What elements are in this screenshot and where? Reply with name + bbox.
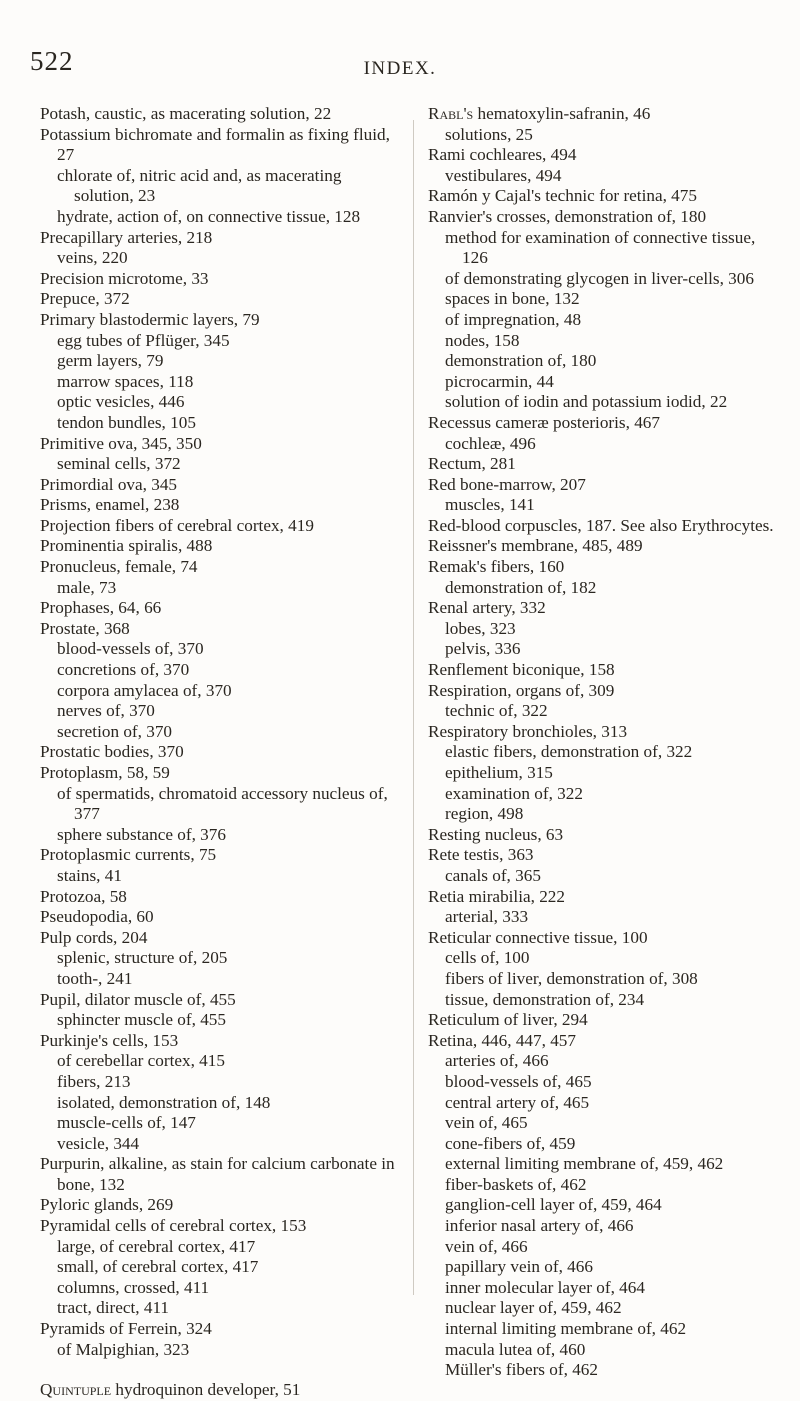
entry-text: male, 73 [57, 577, 117, 597]
entry-text: nodes, 158 [445, 330, 520, 350]
index-entry [428, 598, 776, 619]
entry-text: marrow spaces, 118 [57, 371, 194, 391]
index-subentry [428, 228, 776, 269]
index-entry [40, 1319, 395, 1340]
index-entry [428, 207, 776, 228]
entry-text: muscles, 141 [445, 495, 535, 515]
entry-text: egg tubes of Pflüger, 345 [57, 330, 230, 350]
index-subentry [40, 639, 395, 660]
index-entry [40, 742, 395, 763]
index-entry [428, 887, 776, 908]
entry-text: Reticulum of liver, 294 [428, 1010, 588, 1030]
index-subentry [428, 392, 776, 413]
index-entry [428, 825, 776, 846]
index-entry [40, 907, 395, 928]
entry-text: demonstration of, 182 [445, 577, 597, 597]
index-entry [40, 887, 395, 908]
index-entry [40, 619, 395, 640]
index-entry [428, 722, 776, 743]
index-entry [40, 289, 395, 310]
entry-text: Primordial ova, 345 [40, 474, 178, 494]
index-subentry [40, 413, 395, 434]
entry-text: Pyramids of Ferrein, 324 [40, 1319, 212, 1339]
index-subentry [428, 1195, 776, 1216]
index-subentry [428, 351, 776, 372]
entry-text: Reticular connective tissue, 100 [428, 927, 648, 947]
entry-text: germ layers, 79 [57, 351, 164, 371]
index-subentry [428, 310, 776, 331]
entry-text: region, 498 [445, 804, 524, 824]
index-subentry [40, 1010, 395, 1031]
index-subentry [428, 1340, 776, 1361]
index-subentry [40, 454, 395, 475]
entry-text: Müller's fibers of, 462 [445, 1360, 598, 1380]
entry-text: Pseudopodia, 60 [40, 907, 154, 927]
index-entry [428, 1010, 776, 1031]
index-subentry [428, 125, 776, 146]
index-entry [40, 104, 395, 125]
entry-text: internal limiting membrane of, 462 [445, 1319, 687, 1339]
entry-text: Renflement biconique, 158 [428, 660, 615, 680]
entry-text: Projection fibers of cerebral cortex, 419 [40, 515, 314, 535]
entry-text: cells of, 100 [445, 948, 530, 968]
index-entry [428, 928, 776, 949]
index-subentry [40, 681, 395, 702]
entry-text: Precapillary arteries, 218 [40, 227, 213, 247]
page-header [0, 46, 800, 86]
index-subentry [428, 969, 776, 990]
index-entry [40, 125, 395, 166]
entry-text: corpora amylacea of, 370 [57, 680, 232, 700]
entry-text: method for examination of connective tissue, 126 [445, 227, 756, 268]
index-subentry [428, 372, 776, 393]
entry-text: Purkinje's cells, 153 [40, 1030, 179, 1050]
entry-text: Primitive ova, 345, 350 [40, 433, 202, 453]
entry-text: muscle-cells of, 147 [57, 1113, 196, 1133]
index-entry [40, 536, 395, 557]
index-subentry [40, 1051, 395, 1072]
entry-text: blood-vessels of, 370 [57, 639, 204, 659]
entry-text: columns, crossed, 411 [57, 1277, 210, 1297]
entry-text: isolated, demonstration of, 148 [57, 1092, 271, 1112]
page-number: 522 [30, 46, 74, 76]
entry-text: demonstration of, 180 [445, 351, 597, 371]
index-entry [428, 413, 776, 434]
index-entry [40, 269, 395, 290]
index-subentry [40, 1237, 395, 1258]
index-entry [40, 495, 395, 516]
entry-text: lobes, 323 [445, 618, 516, 638]
index-subentry [40, 1340, 395, 1361]
entry-text: Primary blastodermic layers, 79 [40, 309, 260, 329]
index-subentry [428, 1319, 776, 1340]
entry-text: Rete testis, 363 [428, 845, 534, 865]
entry-text: veins, 220 [57, 248, 128, 268]
index-subentry [428, 742, 776, 763]
entry-text: vein of, 465 [445, 1113, 528, 1133]
entry-text: Protoplasm, 58, 59 [40, 763, 170, 782]
entry-text: pelvis, 336 [445, 639, 521, 659]
entry-text: inner molecular layer of, 464 [445, 1277, 645, 1297]
index-entry [40, 1031, 395, 1052]
index-entry [40, 475, 395, 496]
index-subentry [428, 784, 776, 805]
entry-text: of impregnation, 48 [445, 309, 582, 329]
index-entry [40, 845, 395, 866]
entry-text: arteries of, 466 [445, 1051, 549, 1071]
entry-text: sphere substance of, 376 [57, 824, 226, 844]
index-subentry [428, 866, 776, 887]
entry-text: arterial, 333 [445, 907, 529, 927]
entry-text: Ramón y Cajal's technic for retina, 475 [428, 186, 697, 206]
entry-text: technic of, 322 [445, 701, 548, 721]
entry-lead-word: Quintuple [40, 1380, 112, 1400]
entry-text: nuclear layer of, 459, 462 [445, 1298, 622, 1318]
index-entry [40, 1216, 395, 1237]
entry-text: vestibulares, 494 [445, 165, 562, 185]
entry-text: hematoxylin-safranin, 46 [473, 104, 651, 123]
entry-text: large, of cerebral cortex, 417 [57, 1236, 256, 1256]
index-entry [40, 1195, 395, 1216]
index-entry [428, 536, 776, 557]
entry-text: of Malpighian, 323 [57, 1339, 190, 1359]
entry-text: Pupil, dilator muscle of, 455 [40, 989, 236, 1009]
entry-text: epithelium, 315 [445, 763, 553, 782]
entry-text: Recessus cameræ posterioris, 467 [428, 412, 660, 432]
entry-text: Prostatic bodies, 370 [40, 742, 184, 762]
index-subentry [428, 1154, 776, 1175]
entry-text: Potash, caustic, as macerating solution, 22 [40, 104, 332, 123]
entry-text: tooth-, 241 [57, 968, 133, 988]
index-subentry [428, 269, 776, 290]
index-subentry [428, 1072, 776, 1093]
index-subentry [40, 372, 395, 393]
entry-text: Respiration, organs of, 309 [428, 680, 615, 700]
index-subentry [428, 1298, 776, 1319]
entry-text: central artery of, 465 [445, 1092, 590, 1112]
entry-text: Reissner's membrane, 485, 489 [428, 536, 643, 556]
entry-text: sphincter muscle of, 455 [57, 1010, 226, 1030]
entry-text: canals of, 365 [445, 865, 541, 885]
index-subentry [40, 1072, 395, 1093]
index-subentry [40, 701, 395, 722]
index-subentry [40, 825, 395, 846]
index-subentry [40, 1093, 395, 1114]
entry-text: of spermatids, chromatoid accessory nucleus of, 377 [57, 783, 388, 824]
index-column-right [428, 104, 776, 1381]
index-subentry [428, 1093, 776, 1114]
index-subentry [40, 722, 395, 743]
index-subentry [40, 784, 395, 825]
index-subentry [40, 1278, 395, 1299]
entry-text: inferior nasal artery of, 466 [445, 1216, 634, 1236]
index-subentry [40, 660, 395, 681]
index-subentry [428, 331, 776, 352]
entry-text: Prepuce, 372 [40, 289, 130, 309]
entry-text: Prophases, 64, 66 [40, 598, 162, 618]
entry-text: Pyramidal cells of cerebral cortex, 153 [40, 1216, 307, 1236]
index-subentry [428, 166, 776, 187]
entry-text: tract, direct, 411 [57, 1298, 169, 1318]
index-entry [428, 681, 776, 702]
entry-text: hydroquinon developer, 51 [111, 1380, 301, 1400]
index-subentry [40, 578, 395, 599]
entry-text: tissue, demonstration of, 234 [445, 989, 645, 1009]
index-entry [40, 928, 395, 949]
index-entry [40, 434, 395, 455]
entry-text: Pronucleus, female, 74 [40, 557, 198, 577]
index-entry [428, 104, 776, 125]
entry-text: splenic, structure of, 205 [57, 948, 228, 968]
entry-text: Red bone-marrow, 207 [428, 474, 586, 494]
index-subentry [428, 619, 776, 640]
entry-text: of cerebellar cortex, 415 [57, 1051, 225, 1071]
index-subentry [428, 948, 776, 969]
index-subentry [428, 990, 776, 1011]
entry-lead-word: Rabl's [428, 104, 474, 123]
entry-text: of demonstrating glycogen in liver-cells, 306 [445, 268, 754, 288]
entry-text: papillary vein of, 466 [445, 1257, 593, 1277]
entry-text: picrocarmin, 44 [445, 371, 554, 391]
entry-text: Prominentia spiralis, 488 [40, 536, 213, 556]
index-entry [40, 557, 395, 578]
entry-text: Purpurin, alkaline, as stain for calcium carbonate in bone, 132 [40, 1154, 395, 1194]
index-subentry [40, 1257, 395, 1278]
index-subentry [40, 207, 395, 228]
index-subentry [40, 866, 395, 887]
index-subentry [40, 969, 395, 990]
entry-text: Prostate, 368 [40, 618, 130, 638]
index-subentry [428, 1134, 776, 1155]
index-subentry [428, 804, 776, 825]
entry-text: Retina, 446, 447, 457 [428, 1030, 576, 1050]
entry-text: stains, 41 [57, 865, 122, 885]
index-entry [428, 186, 776, 207]
index-subentry [40, 248, 395, 269]
index-subentry [428, 1237, 776, 1258]
index-subentry [40, 948, 395, 969]
index-subentry [40, 392, 395, 413]
entry-text: cochleæ, 496 [445, 433, 536, 453]
index-subentry [428, 495, 776, 516]
entry-text: Pyloric glands, 269 [40, 1195, 174, 1215]
entry-text: Pulp cords, 204 [40, 927, 148, 947]
entry-text: Renal artery, 332 [428, 598, 546, 618]
entry-text: Resting nucleus, 63 [428, 824, 564, 844]
index-entry [428, 145, 776, 166]
index-entry [428, 660, 776, 681]
entry-text: elastic fibers, demonstration of, 322 [445, 742, 693, 762]
entry-text: seminal cells, 372 [57, 454, 181, 474]
entry-text: vesicle, 344 [57, 1133, 140, 1153]
entry-text: Protozoa, 58 [40, 886, 127, 906]
entry-text: chlorate of, nitric acid and, as macerating solution, 23 [57, 165, 342, 206]
index-subentry [40, 166, 395, 207]
index-subentry [428, 434, 776, 455]
column-divider [413, 120, 414, 1295]
index-subentry [428, 701, 776, 722]
index-subentry [428, 1175, 776, 1196]
index-subentry [428, 1257, 776, 1278]
index-subentry [428, 1360, 776, 1381]
entry-text: blood-vessels of, 465 [445, 1071, 592, 1091]
entry-text: small, of cerebral cortex, 417 [57, 1257, 259, 1277]
running-title: INDEX. [363, 58, 437, 79]
index-subentry [428, 1113, 776, 1134]
index-entry [428, 475, 776, 496]
entry-text: examination of, 322 [445, 783, 583, 803]
entry-text: fibers of liver, demonstration of, 308 [445, 968, 698, 988]
entry-text: secretion of, 370 [57, 721, 173, 741]
index-subentry [40, 1113, 395, 1134]
index-subentry [428, 578, 776, 599]
entry-text: ganglion-cell layer of, 459, 464 [445, 1195, 662, 1215]
index-entry [40, 1380, 395, 1401]
entry-text: Retia mirabilia, 222 [428, 886, 565, 906]
entry-text: Prisms, enamel, 238 [40, 495, 180, 515]
entry-text: concretions of, 370 [57, 660, 190, 680]
entry-text: Rectum, 281 [428, 454, 516, 474]
entry-text: external limiting membrane of, 459, 462 [445, 1154, 724, 1174]
entry-text: nerves of, 370 [57, 701, 155, 721]
entry-text: Potassium bichromate and formalin as fixing fluid, 27 [40, 124, 390, 165]
index-column-left [40, 104, 395, 1401]
index-entry [428, 516, 776, 537]
index-subentry [428, 1216, 776, 1237]
index-subentry [40, 331, 395, 352]
entry-text: vein of, 466 [445, 1236, 528, 1256]
index-entry [428, 454, 776, 475]
entry-text: Respiratory bronchioles, 313 [428, 721, 628, 741]
index-entry [40, 990, 395, 1011]
entry-text: macula lutea of, 460 [445, 1339, 586, 1359]
entry-text: spaces in bone, 132 [445, 289, 580, 309]
entry-text: Remak's fibers, 160 [428, 557, 565, 577]
entry-text: Protoplasmic currents, 75 [40, 845, 217, 865]
index-subentry [428, 639, 776, 660]
index-subentry [428, 907, 776, 928]
entry-text: fiber-baskets of, 462 [445, 1174, 587, 1194]
index-entry [40, 763, 395, 784]
entry-text: solution of iodin and potassium iodid, 22 [445, 392, 728, 412]
entry-text: Ranvier's crosses, demonstration of, 180 [428, 206, 707, 226]
entry-text: Rami cochleares, 494 [428, 145, 577, 165]
index-subentry [40, 351, 395, 372]
index-subentry [428, 289, 776, 310]
entry-text: solutions, 25 [445, 124, 533, 144]
index-subentry [428, 1051, 776, 1072]
index-entry [40, 516, 395, 537]
index-entry [40, 310, 395, 331]
index-entry [428, 845, 776, 866]
entry-text: fibers, 213 [57, 1071, 131, 1091]
index-entry [40, 228, 395, 249]
index-entry [428, 1031, 776, 1052]
entry-text: tendon bundles, 105 [57, 412, 196, 432]
entry-text: Red-blood corpuscles, 187. See also Erythrocytes. [428, 515, 774, 535]
index-entry [40, 598, 395, 619]
entry-text: Precision microtome, 33 [40, 268, 209, 288]
index-subentry [40, 1134, 395, 1155]
entry-text: optic vesicles, 446 [57, 392, 185, 412]
index-entry [40, 1154, 395, 1195]
entry-text: cone-fibers of, 459 [445, 1133, 576, 1153]
index-entry [428, 557, 776, 578]
index-subentry [428, 1278, 776, 1299]
index-subentry [428, 763, 776, 784]
index-subentry [40, 1298, 395, 1319]
entry-text: hydrate, action of, on connective tissue, 128 [57, 206, 361, 226]
